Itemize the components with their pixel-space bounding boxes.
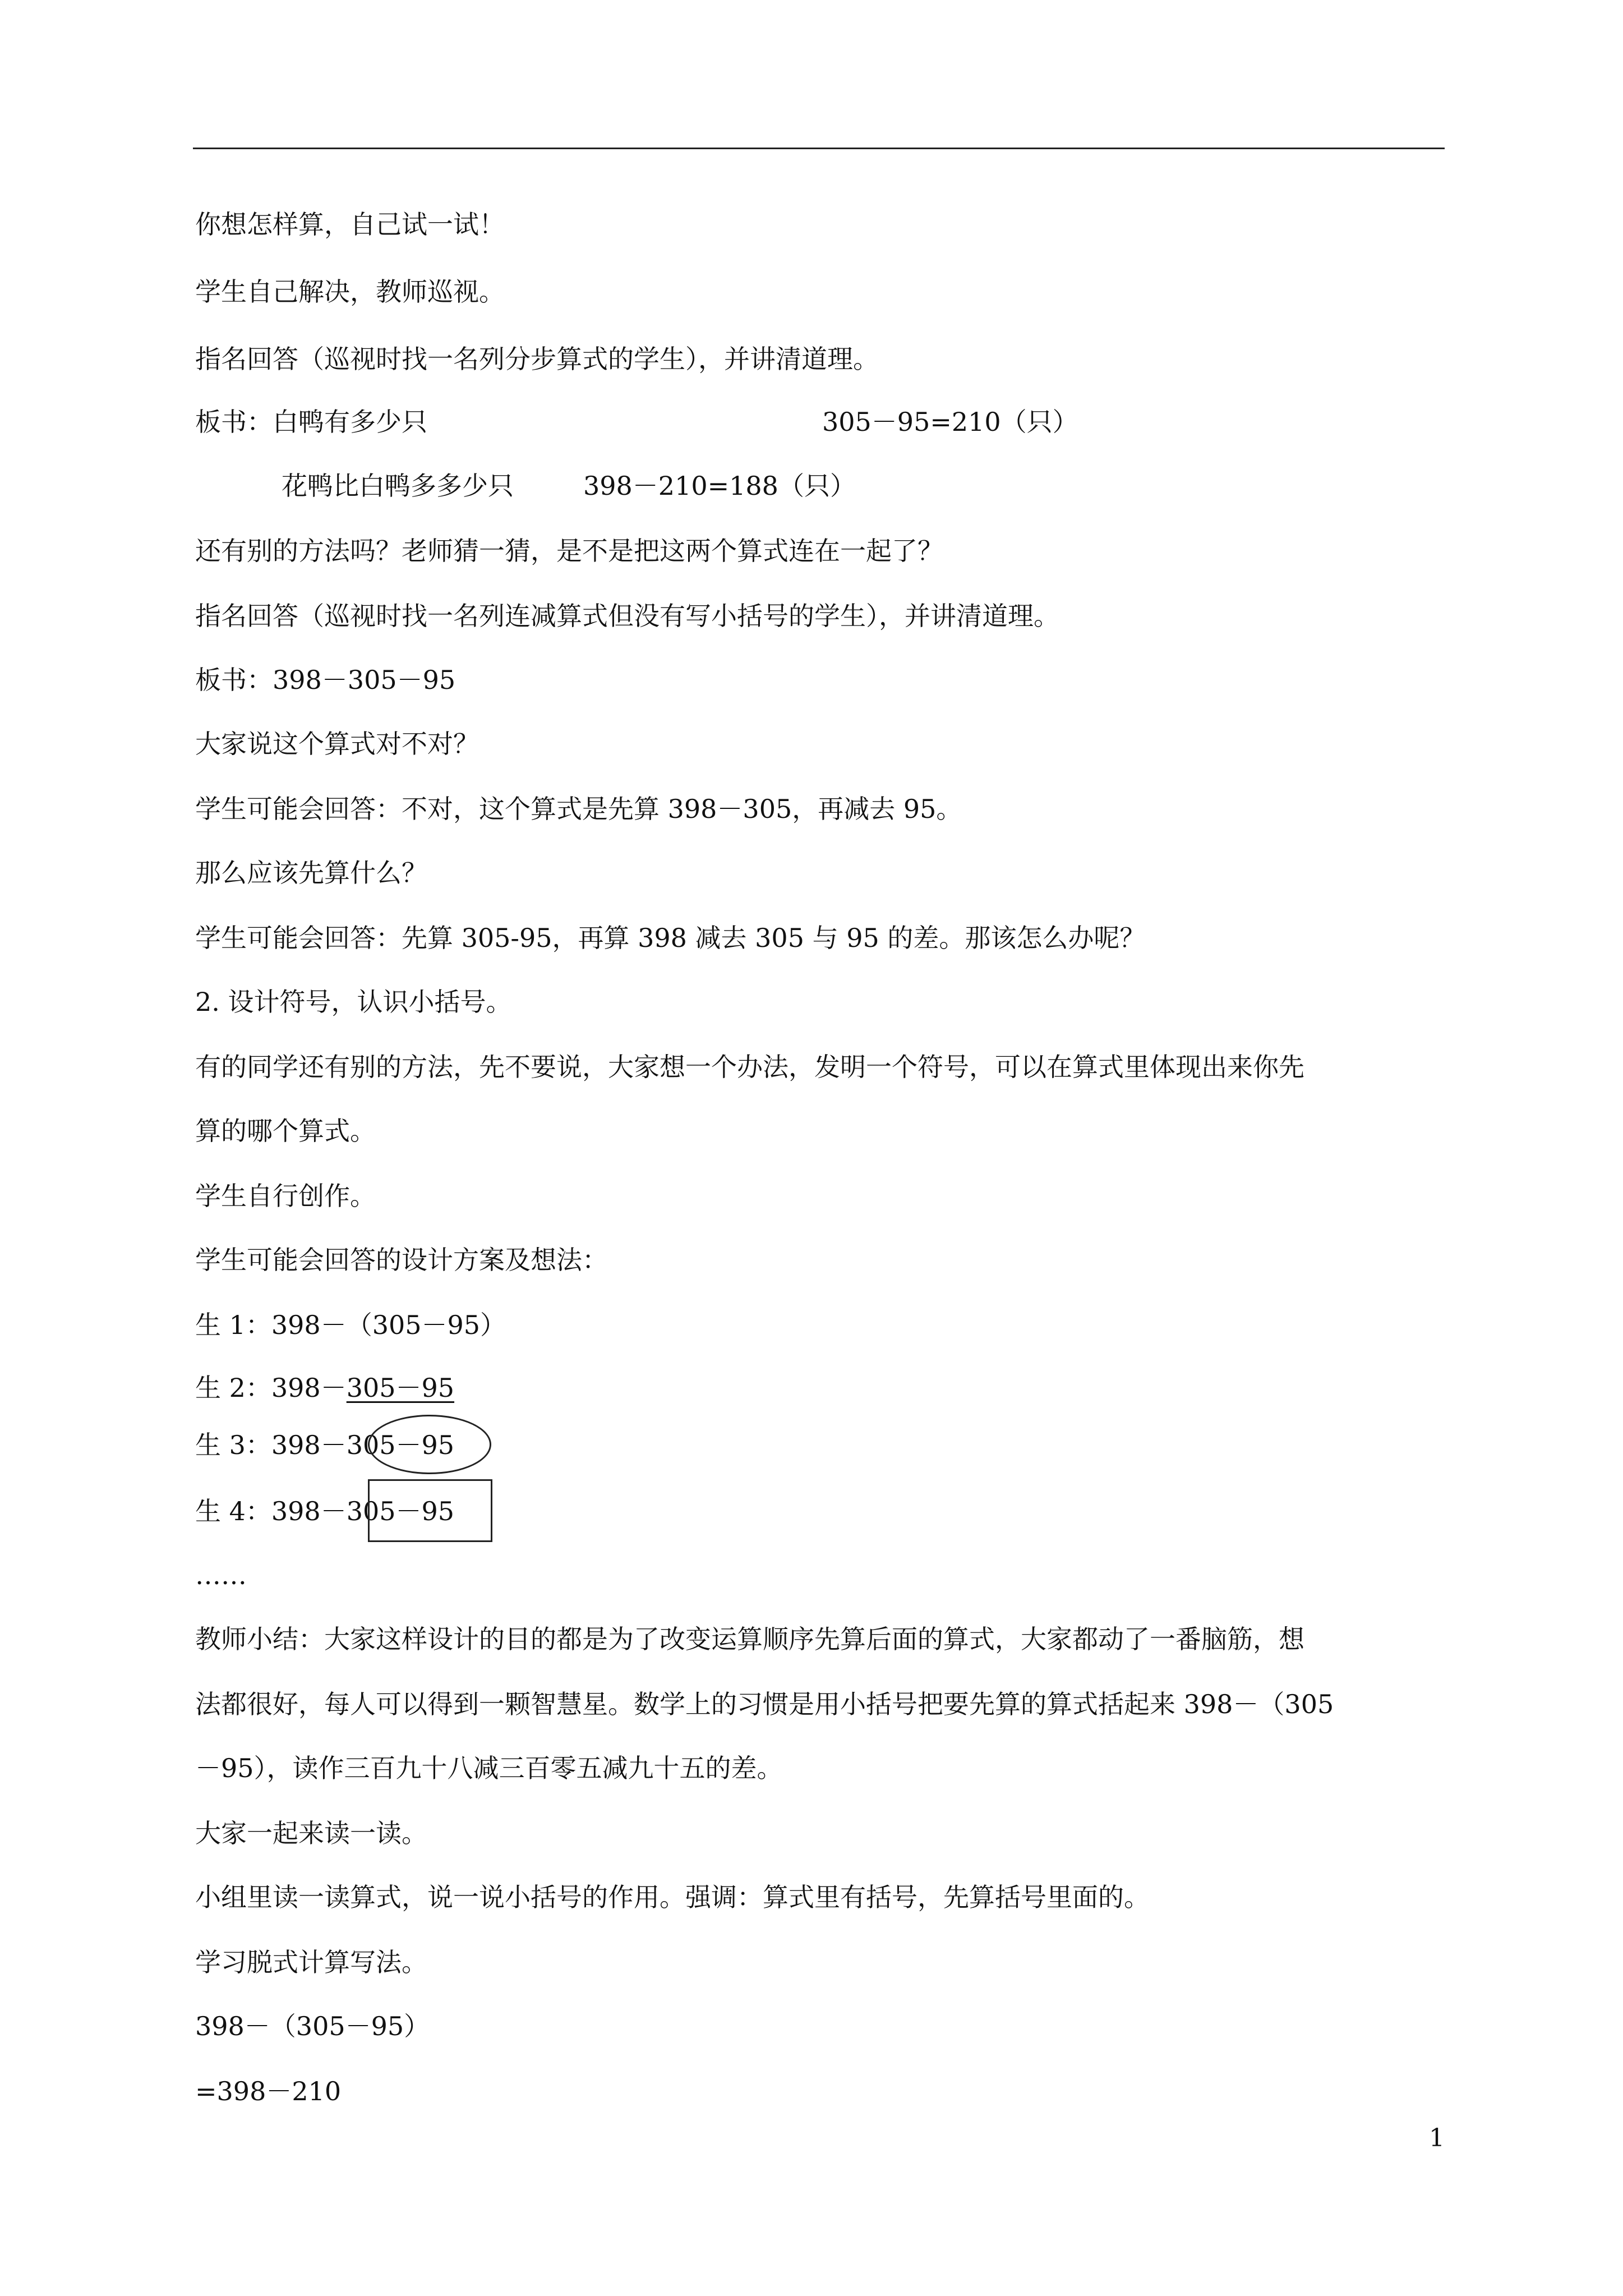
- paragraph: 大家说这个算式对不对？: [195, 729, 479, 759]
- paragraph: 那么应该先算什么？: [195, 858, 427, 888]
- board-row-2-left: 花鸭比白鸭多多少只: [282, 471, 514, 501]
- calculation-step: =398－210: [195, 2076, 342, 2106]
- header-rule: [193, 148, 1445, 149]
- student-answer-1: 生 1：398－（305－95）: [195, 1310, 506, 1340]
- paragraph: 你想怎样算，自己试一试！: [195, 209, 505, 240]
- student-answer-2-prefix: 生 2：398－: [195, 1373, 347, 1403]
- paragraph: －95），读作三百九十八减三百零五减九十五的差。: [195, 1753, 783, 1783]
- paragraph: 学生可能会回答：先算 305-95，再算 398 减去 305 与 95 的差。那该怎么办呢？: [195, 923, 1146, 953]
- student-answer-3: 生 3：398－305－95: [195, 1430, 455, 1460]
- paragraph: 大家一起来读一读。: [195, 1818, 427, 1848]
- paragraph: 小组里读一读算式，说一说小括号的作用。强调：算式里有括号，先算括号里面的。: [195, 1882, 1150, 1912]
- board-row-1-left: 板书：白鸭有多少只: [195, 407, 427, 437]
- student-answer-4: 生 4：398－305－95: [195, 1496, 455, 1526]
- board-row-2: [282, 470, 856, 501]
- paragraph: 学生可能会回答的设计方案及想法：: [195, 1245, 608, 1275]
- paragraph: 学生可能会回答：不对，这个算式是先算 398－305，再减去 95。: [195, 794, 962, 824]
- board-row-1: [195, 406, 1078, 438]
- paragraph: 学习脱式计算写法。: [195, 1947, 427, 1977]
- calculation-step: 398－（305－95）: [195, 2011, 430, 2041]
- paragraph: 学生自行创作。: [195, 1181, 376, 1211]
- paragraph: 还有别的方法吗？老师猜一猜，是不是把这两个算式连在一起了？: [195, 536, 943, 566]
- paragraph: 法都很好，每人可以得到一颗智慧星。数学上的习惯是用小括号把要先算的算式括起来 398－（305: [195, 1689, 1334, 1719]
- board-row-1-right: 305－95=210（只）: [822, 407, 1078, 437]
- section-heading: 2. 设计符号，认识小括号。: [195, 987, 512, 1017]
- paragraph: 有的同学还有别的方法，先不要说，大家想一个办法，发明一个符号，可以在算式里体现出来你先: [195, 1052, 1304, 1082]
- paragraph: 指名回答（巡视时找一名列连减算式但没有写小括号的学生），并讲清道理。: [195, 601, 1059, 631]
- rectangle-mark: [368, 1479, 492, 1542]
- paragraph: 指名回答（巡视时找一名列分步算式的学生），并讲清道理。: [195, 344, 879, 374]
- student-answer-2: [195, 1372, 454, 1404]
- ellipsis: ……: [195, 1560, 247, 1590]
- paragraph: 学生自己解决，教师巡视。: [195, 277, 505, 307]
- ellipse-mark: [368, 1415, 491, 1474]
- paragraph: 算的哪个算式。: [195, 1116, 376, 1146]
- page-number: 1: [1429, 2124, 1445, 2152]
- paragraph: 板书：398－305－95: [195, 665, 456, 695]
- paragraph: 教师小结：大家这样设计的目的都是为了改变运算顺序先算后面的算式，大家都动了一番脑筋，想: [195, 1624, 1304, 1654]
- student-answer-2-underlined: 305－95: [346, 1373, 455, 1403]
- board-row-2-right: 398－210=188（只）: [583, 471, 856, 501]
